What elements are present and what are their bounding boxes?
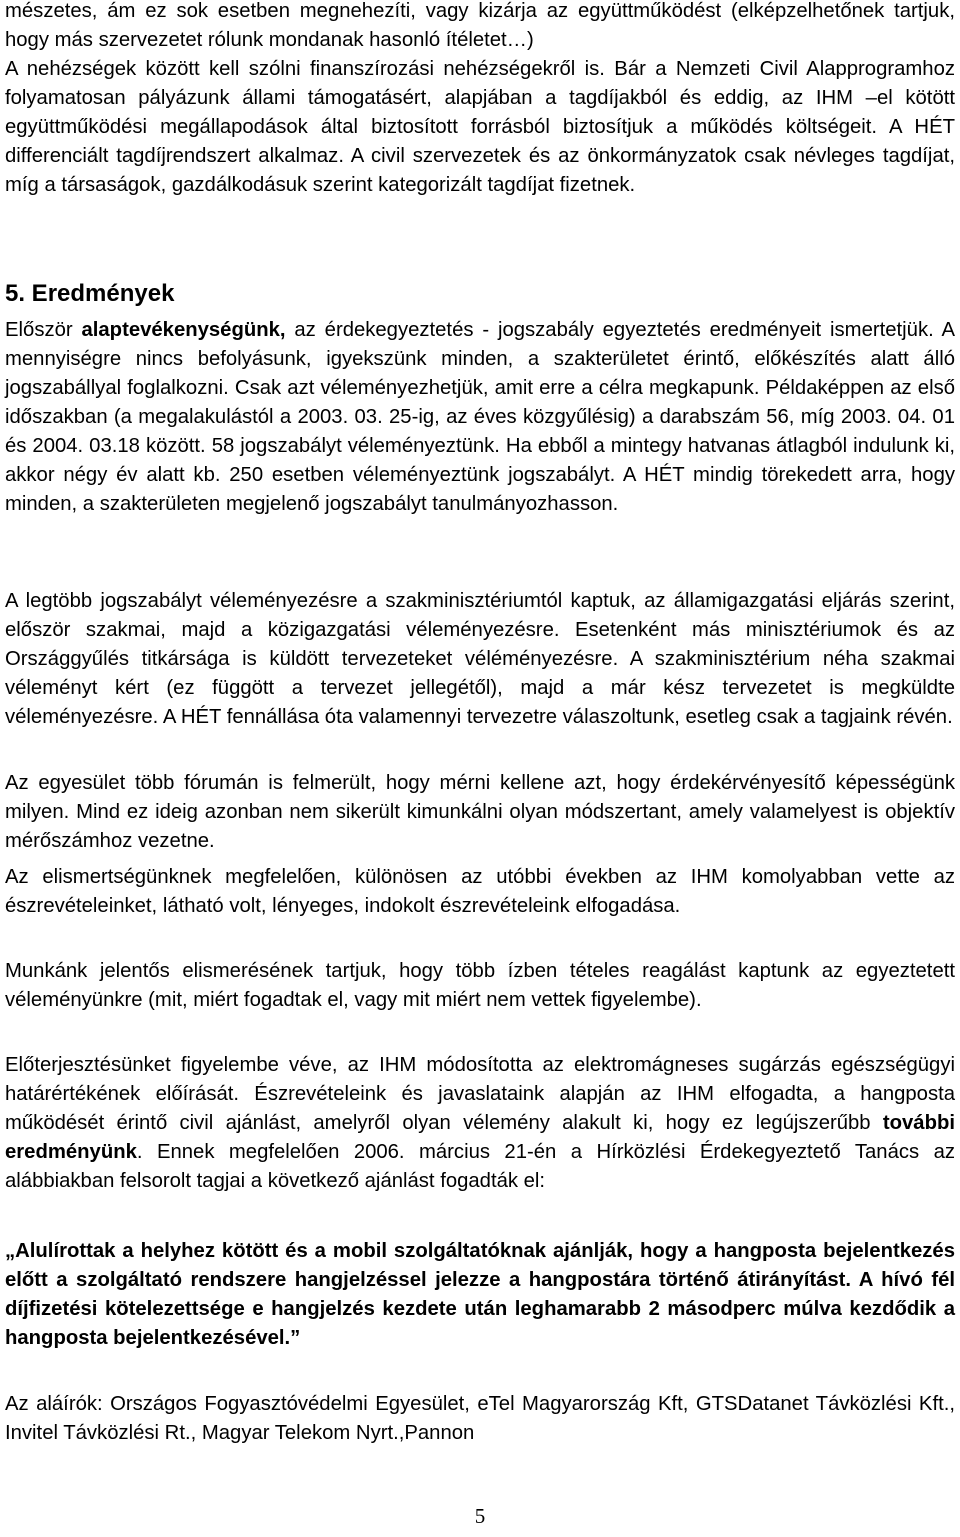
section-heading-results: 5. Eredmények [5, 280, 175, 307]
paragraph-recognition: Az elismertségünknek megfelelően, különösen az utóbbi években az IHM komolyabban vette az észrevételeinket, látható volt, lényeges, indokolt észrevételeink elfogadása. [5, 866, 955, 917]
ministry-block [5, 587, 955, 732]
intro-block [5, 0, 955, 200]
results-block [5, 316, 955, 519]
results-text-start: Először [5, 319, 82, 341]
results-text-bold: alaptevékenységünk, [81, 319, 286, 341]
signers-block [5, 1390, 955, 1448]
paragraph-forum: Az egyesület több fórumán is felmerült, hogy mérni kellene azt, hogy érdekérvényesítő képességünk milyen. Mind ez ideig azonban nem sikerült kimunkálni olyan módszertant, amely valamelyest is objektív mérőszámhoz vezetne. [5, 772, 955, 852]
paragraph-proposal [5, 1051, 955, 1196]
results-text-end: az érdekegyeztetés - jogszabály egyeztetés eredményeit ismertetjük. A mennyiségre nincs befolyásunk, igyekszünk minden, a szakterületet érintő, előkészítés alatt álló jogszabállyal foglalkozni. Csak azt véleményezhetjük, amit erre a célra megkapunk. Példaképpen az első időszakban (a megalakulástól a 2003. 03. 25-ig, az éves közgyűlésig) a darabszám 56, míg 2003. 04. 01 és 2004. 03.18 között. 58 jogszabályt véleményeztünk. Ha ebből a mintegy hatvanas átlagból indulunk ki, akkor négy év alatt kb. 250 esetben véleményeztünk jogszabályt. A HÉT mindig törekedett arra, hogy minden, a szakterületen megjelenő jogszabályt tanulmányozhasson. [5, 319, 955, 515]
paragraph-finance: A nehézségek között kell szólni finanszírozási nehézségekről is. Bár a Nemzeti Civil Alapprogramhoz folyamatosan pályázunk állami támogatásért, alapjában a tagdíjakból és eddig, az IHM –el kötött együttműködési megállapodások által biztosított forrásból biztosítjuk a működés költségeit. A HÉT differenciált tagdíjrendszert alkalmaz. A civil szervezetek és az önkormányzatok csak névleges tagdíjat, míg a társaságok, gazdálkodásuk szerint kategorizált tagdíjat fizetnek. [5, 58, 955, 196]
paragraph-results [5, 316, 955, 519]
response-block [5, 957, 955, 1015]
quote-block [5, 1237, 955, 1353]
proposal-text-start: Előterjesztésünket figyelembe véve, az IHM módosította az elektromágneses sugárzás egészségügyi határértékének előírását. Észrevételeink és javaslataink alapján az IHM elfogadta, a hangposta működését érintő civil ajánlást, amelyről olyan vélemény alakult ki, hogy ez legújszerűbb [5, 1054, 955, 1134]
paragraph-signers: Az aláírók: Országos Fogyasztóvédelmi Egyesület, eTel Magyarország Kft, GTSDatanet Távközlési Kft., Invitel Távközlési Rt., Magyar Telekom Nyrt.,Pannon [5, 1393, 955, 1444]
proposal-text-bold: további eredményünk [5, 1112, 955, 1163]
paragraph-intro: mészetes, ám ez sok esetben megnehezíti, vagy kizárja az együttműködést (elképzelhetőnek tartjuk, hogy más szervezetet rólunk mondanak hasonló ítéletet…) [5, 0, 955, 51]
page-number: 5 [474, 1504, 486, 1528]
paragraph-ministry: A legtöbb jogszabályt véleményezésre a szakminisztériumtól kaptuk, az államigazgatási eljárás szerint, először szakmai, majd a közigazgatási véleményezésre. Esetenként más minisztériumok és az Országgyűlés titkársága is küldött tervezeteket véléményezésre. A szakminisztérium néha szakmai véleményt kért (ez függött a tervezet jellegétől), majd a már kész tervezetet is megküldte véleményezésre. A HÉT fennállása óta valamennyi tervezetre válaszoltunk, esetleg csak a tagjaink révén. [5, 590, 955, 728]
forum-block [5, 769, 955, 856]
paragraph-quote: „Alulírottak a helyhez kötött és a mobil szolgáltatóknak ajánlják, hogy a hangposta bejelentkezés előtt a szolgáltató rendszere hangjelzéssel jelezze a hangpostára történő átirányítást. A hívó fél díjfizetési kötelezettsége e hangjelzés kezdete után leghamarabb 2 másodperc múlva kezdődik a hangposta bejelentkezésével.” [5, 1240, 955, 1349]
recognition-block [5, 863, 955, 921]
proposal-block [5, 1051, 955, 1196]
proposal-text-end: . Ennek megfelelően 2006. március 21-én a Hírközlési Érdekegyeztető Tanács az alábbiakban felsorolt tagjai a következő ajánlást fogadták el: [5, 1141, 955, 1192]
paragraph-response: Munkánk jelentős elismerésének tartjuk, hogy több ízben tételes reagálást kaptunk az egyeztetett véleményünkre (mit, miért fogadtak el, vagy mit miért nem vettek figyelembe). [5, 960, 955, 1011]
